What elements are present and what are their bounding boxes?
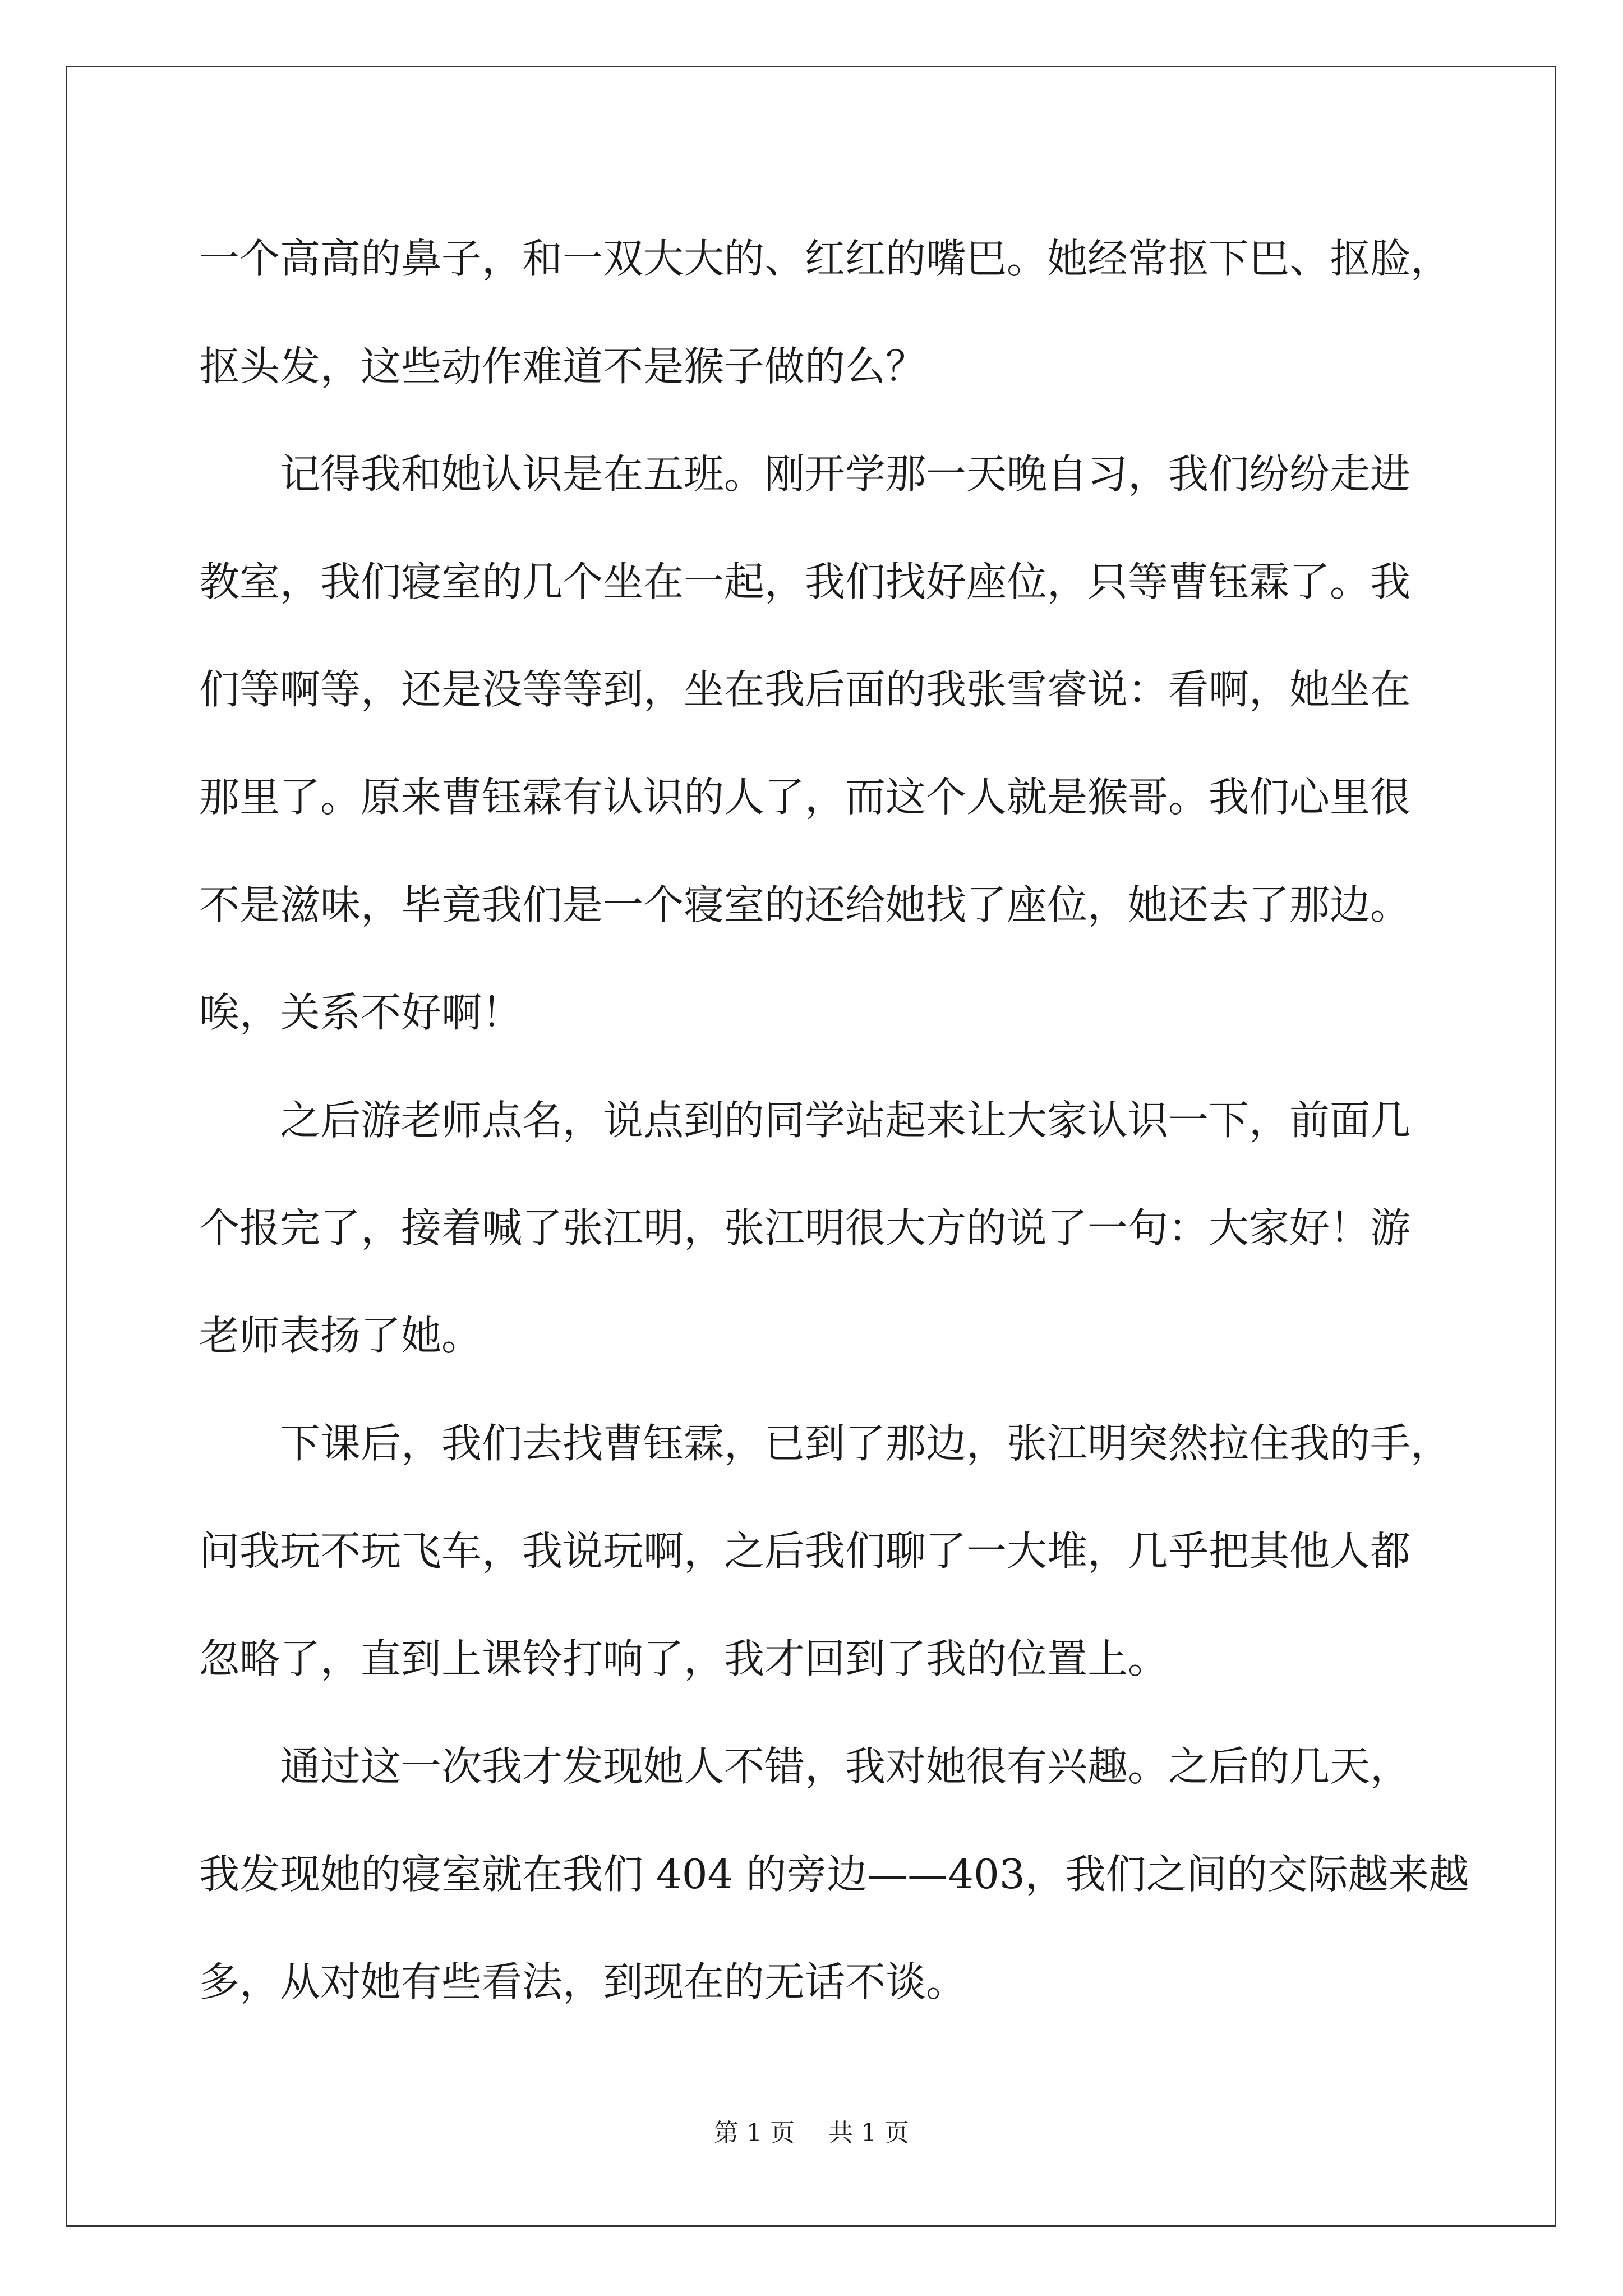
text-line: 之后游老师点名，说点到的同学站起来让大家认识一下，前面几 [199, 1097, 1411, 1144]
text-line: 抠头发，这些动作难道不是猴子做的么？ [199, 343, 926, 390]
text-line: 教室，我们寝室的几个坐在一起，我们找好座位，只等曹钰霖了。我 [199, 558, 1411, 605]
text-line: 忽略了，直到上课铃打响了，我才回到了我的位置上。 [199, 1635, 1169, 1682]
text-line: 我发现她的寝室就在我们 404 的旁边——403，我们之间的交际越来越 [199, 1851, 1469, 1898]
text-line: 不是滋味，毕竟我们是一个寝室的还给她找了座位，她还去了那边。 [199, 881, 1411, 928]
text-line: 一个高高的鼻子，和一双大大的、红红的嘴巴。她经常抠下巴、抠脸， [199, 235, 1451, 282]
text-line: 个报完了，接着喊了张江明，张江明很大方的说了一句：大家好！游 [199, 1204, 1411, 1251]
page-footer [0, 2116, 1623, 2150]
text-line: 多，从对她有些看法，到现在的无话不谈。 [199, 1958, 967, 2005]
document-body [199, 205, 1469, 2036]
page-number: 第 1 页 [714, 2119, 795, 2147]
text-line: 问我玩不玩飞车，我说玩啊，之后我们聊了一大堆，几乎把其他人都 [199, 1527, 1411, 1575]
text-line: 通过这一次我才发现她人不错，我对她很有兴趣。之后的几天， [199, 1743, 1411, 1790]
text-line: 那里了。原来曹钰霖有认识的人了，而这个人就是猴哥。我们心里很 [199, 774, 1411, 821]
text-line: 唉，关系不好啊！ [199, 989, 523, 1036]
text-line: 们等啊等，还是没等等到，坐在我后面的我张雪睿说：看啊，她坐在 [199, 666, 1411, 713]
text-line: 记得我和她认识是在五班。刚开学那一天晚自习，我们纷纷走进 [199, 450, 1411, 498]
text-line: 下课后，我们去找曹钰霖，已到了那边，张江明突然拉住我的手， [199, 1420, 1451, 1467]
page-total: 共 1 页 [828, 2119, 909, 2147]
text-line: 老师表扬了她。 [199, 1312, 482, 1359]
